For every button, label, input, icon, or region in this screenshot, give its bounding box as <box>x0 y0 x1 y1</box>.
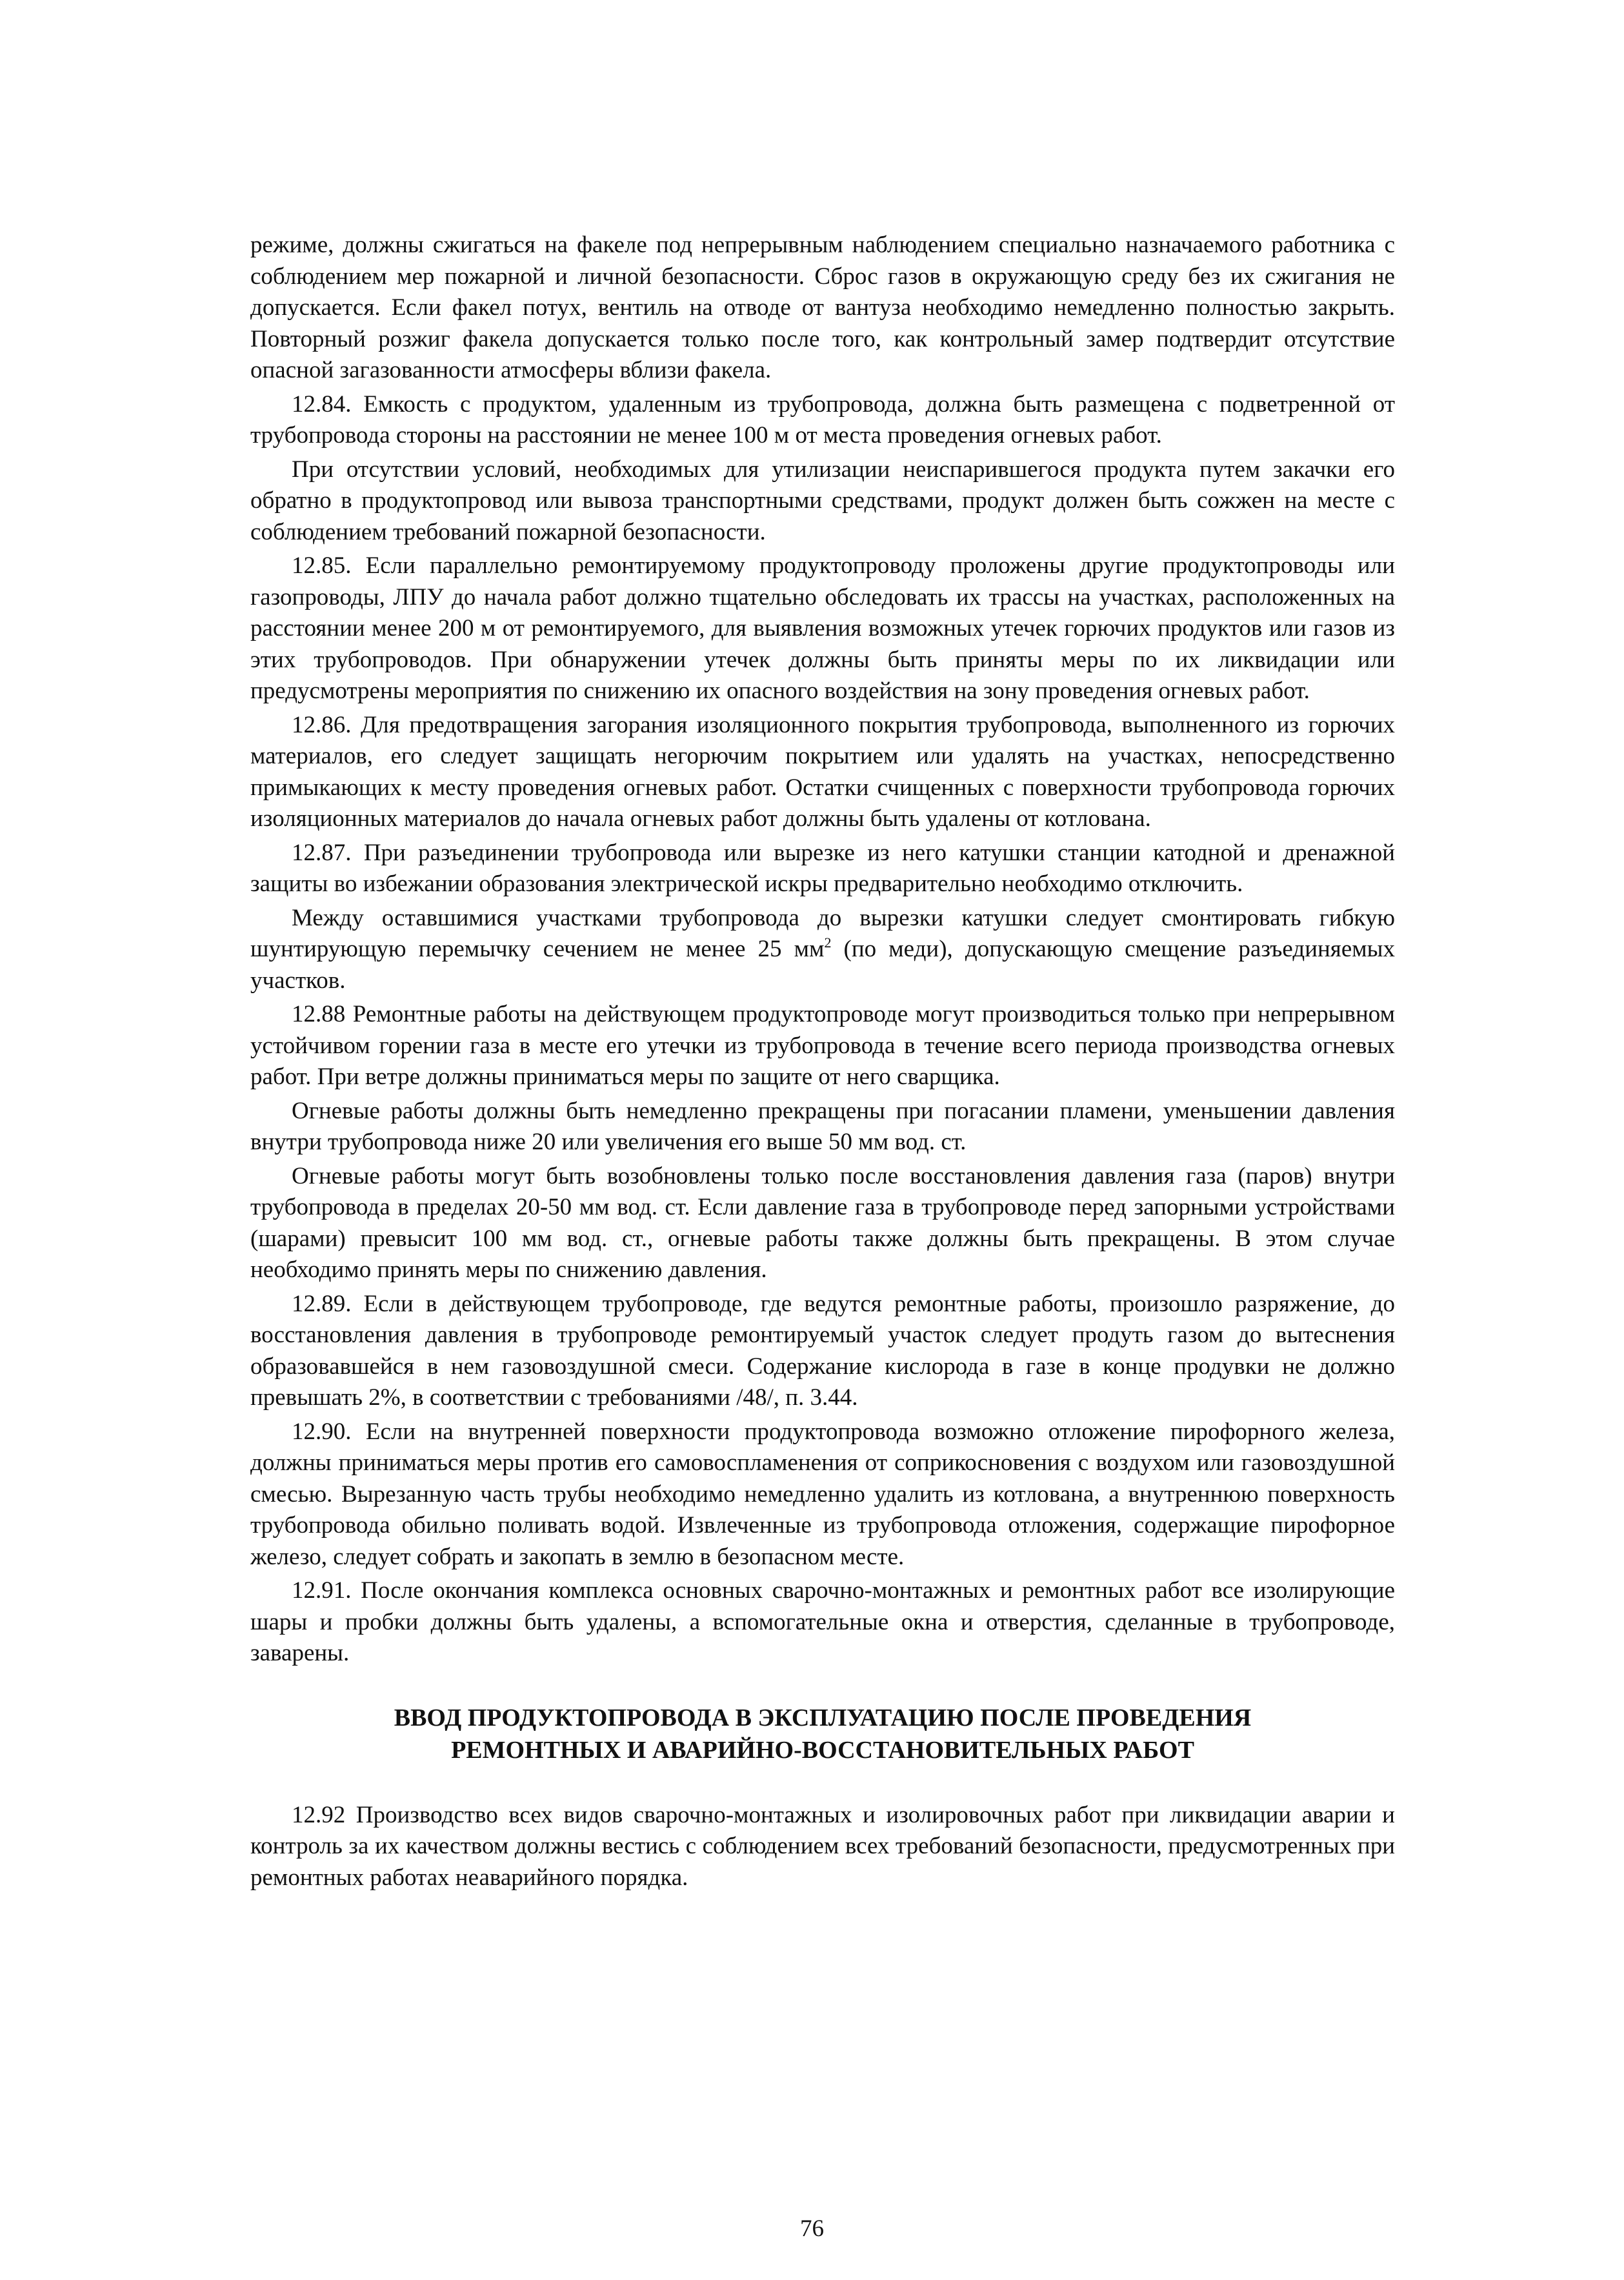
paragraph-12-87-jumper <box>250 903 1395 997</box>
superscript-square: 2 <box>824 934 832 951</box>
section-heading-line-1: ВВОД ПРОДУКТОПРОВОДА В ЭКСПЛУАТАЦИЮ ПОСЛЕ ПРОВЕДЕНИЯ <box>394 1704 1252 1731</box>
page-number: 76 <box>800 2215 824 2242</box>
paragraph-continuation: режиме, должны сжигаться на факеле под непрерывным наблюдением специально назначаемого работника с соблюдением мер пожарной и личной безопасности. Сброс газов в окружающую среду без их сжигания не допускается. Если факел потух, вентиль на отводе от вантуза необходимо немедленно полностью закрыть. Повторный розжиг факела допускается только после того, как контрольный замер подтвердит отсутствие опасной загазованности атмосферы вблизи факела. <box>250 232 1395 383</box>
paragraph-12-84: 12.84. Емкость с продуктом, удаленным из трубопровода, должна быть размещена с подветренной от трубопровода стороны на расстоянии не менее 100 м от места проведения огневых работ. <box>250 390 1395 449</box>
paragraph-12-85: 12.85. Если параллельно ремонтируемому продуктопроводу проложены другие продуктопроводы или газопроводы, ЛПУ до начала работ должно тщательно обследовать их трассы на участках, расположенных на расстоянии менее 200 м от ремонтируемого, для выявления возможных утечек горючих продуктов или газов из этих трубопроводов. При обнаружении утечек должны быть приняты меры по их ликвидации или предусмотрены мероприятия по снижению их опасного воздействия на зону проведения огневых работ. <box>250 552 1395 704</box>
paragraph-12-84-note: При отсутствии условий, необходимых для утилизации неиспарившегося продукта путем закачки его обратно в продуктопровод или вывоза транспортными средствами, продукт должен быть сожжен на месте с соблюдением требований пожарной безопасности. <box>250 456 1395 545</box>
page-content <box>250 230 1395 1896</box>
jumper-text-start: Между оставшимися участками трубопровода до вырезки катушки следует смонтировать гибкую шунтирующую перемычку сечением не менее 25 мм <box>250 904 1395 962</box>
paragraph-12-90: 12.90. Если на внутренней поверхности продуктопровода возможно отложение пирофорного железа, должны приниматься меры против его самовоспламенения от соприкосновения с воздухом или газовоздушной смесью. Вырезанную часть трубы необходимо немедленно удалить из котлована, а внутреннюю поверхность трубопровода обильно поливать водой. Извлеченные из трубопровода отложения, содержащие пирофорное железо, следует собрать и закопать в землю в безопасном месте. <box>250 1418 1395 1570</box>
paragraph-12-92: 12.92 Производство всех видов сварочно-монтажных и изолировочных работ при ликвидации аварии и контроль за их качеством должны вестись с соблюдением всех требований безопасности, предусмотренных при ремонтных работах неаварийного порядка. <box>250 1801 1395 1891</box>
paragraph-12-91: 12.91. После окончания комплекса основных сварочно-монтажных и ремонтных работ все изолирующие шары и пробки должны быть удалены, а вспомогательные окна и отверстия, сделанные в трубопроводе, заварены. <box>250 1577 1395 1666</box>
section-heading-line-2: РЕМОНТНЫХ И АВАРИЙНО-ВОССТАНОВИТЕЛЬНЫХ РАБОТ <box>451 1736 1194 1764</box>
paragraph-12-88-stop: Огневые работы должны быть немедленно прекращены при погасании пламени, уменьшении давления внутри трубопровода ниже 20 или увеличения его выше 50 мм вод. ст. <box>250 1097 1395 1155</box>
section-heading <box>250 1702 1395 1766</box>
jumper-text-end: (по меди), допускающую смещение разъединяемых участков. <box>250 936 1396 994</box>
paragraph-12-86: 12.86. Для предотвращения загорания изоляционного покрытия трубопровода, выполненного из горючих материалов, его следует защищать негорючим покрытием или удалять на участках, непосредственно примыкающих к месту проведения огневых работ. Остатки счищенных с поверхности трубопровода горючих изоляционных материалов до начала огневых работ должны быть удалены от котлована. <box>250 711 1395 832</box>
paragraph-12-88-resume: Огневые работы могут быть возобновлены только после восстановления давления газа (паров) внутри трубопровода в пределах 20-50 мм вод. ст. Если давление газа в трубопроводе перед запорными устройствами (шарами) превысит 100 мм вод. ст., огневые работы также должны быть прекращены. В этом случае необходимо принять меры по снижению давления. <box>250 1162 1395 1283</box>
paragraph-12-87: 12.87. При разъединении трубопровода или вырезке из него катушки станции катодной и дренажной защиты во избежании образования электрической искры предварительно необходимо отключить. <box>250 839 1395 897</box>
paragraph-12-88: 12.88 Ремонтные работы на действующем продуктопроводе могут производиться только при непрерывном устойчивом горении газа в месте его утечки из трубопровода в течение всего периода производства огневых работ. При ветре должны приниматься меры по защите от него сварщика. <box>250 1001 1395 1090</box>
paragraph-12-89: 12.89. Если в действующем трубопроводе, где ведутся ремонтные работы, произошло разряжение, до восстановления давления в трубопроводе ремонтируемый участок следует продуть газом до вытеснения образовавшейся в нем газовоздушной смеси. Содержание кислорода в газе в конце продувки не должно превышать 2%, в соответствии с требованиями /48/, п. 3.44. <box>250 1290 1395 1411</box>
